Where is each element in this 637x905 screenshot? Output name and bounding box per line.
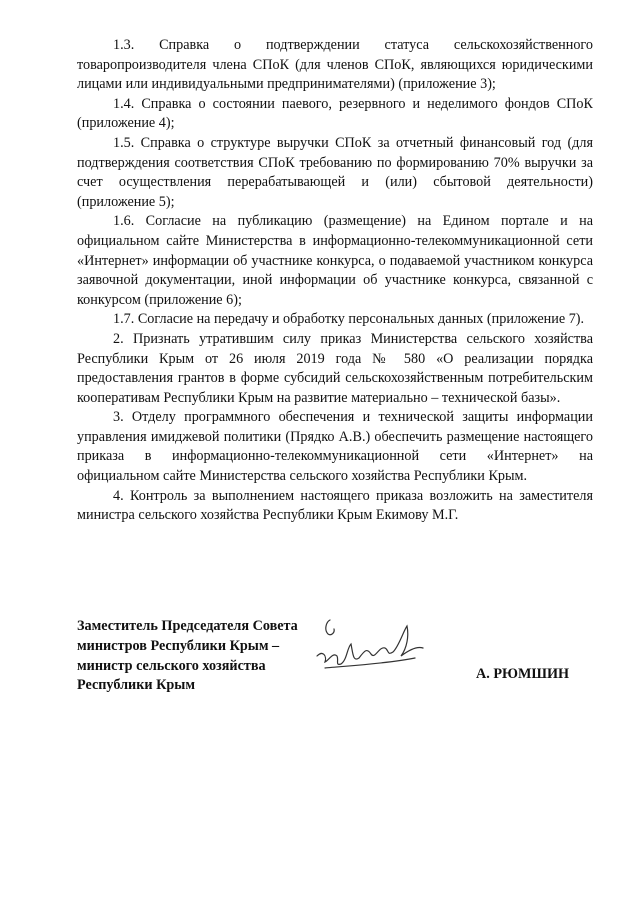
paragraph-1-6: 1.6. Согласие на публикацию (размещение) на Едином портале и на официальном сайте Министерства в информационно-телекоммуникационной сети «Интернет» информации об участнике конкурса, о подаваемой участником конкурса заявочной документации, иной информации об участнике конкурса, связанной с конкурсом (приложение 6); [77,213,593,308]
signatory-title-line: министр сельского хозяйства [77,657,266,674]
document-body [77,36,593,526]
paragraph-1-5: 1.5. Справка о структуре выручки СПоК за отчетный финансовый год (для подтверждения соответствия СПоК требованию по формированию 70% выручки за счет осуществления перерабатывающей и (или) сбытовой деятельности) (приложение 5); [77,134,593,210]
paragraph-1-3: 1.3. Справка о подтверждении статуса сельскохозяйственного товаропроизводителя члена СПоК (для членов СПоК, являющихся юридическими лицами или индивидуальными предпринимателями) (приложение 3); [77,37,593,93]
paragraph-2: 2. Признать утратившим силу приказ Министерства сельского хозяйства Республики Крым от 26 июля 2019 года № 580 «О реализации порядка предоставления грантов в форме субсидий сельскохозяйственным потребительским кооперативам Республики Крым на развитие материально – технической базы». [77,330,593,406]
paragraph-3: 3. Отделу программного обеспечения и технической защиты информации управления имиджевой политики (Прядко А.В.) обеспечить размещение настоящего приказа в информационно-телекоммуникационной сети «Интернет» на официальном сайте Министерства сельского хозяйства Республики Крым. [77,409,593,485]
paragraph-1-7: 1.7. Согласие на передачу и обработку персональных данных (приложение 7). [113,311,585,328]
signatory-title [77,617,327,696]
signatory-name: А. РЮМШИН [476,666,570,682]
signatory-title-line: Заместитель Председателя Совета [77,618,298,634]
handwritten-signature [305,612,455,692]
paragraph-4: 4. Контроль за выполнением настоящего приказа возложить на заместителя министра сельского хозяйства Республики Крым Екимову М.Г. [77,487,593,524]
signatory-title-line: Республики Крым [77,677,196,694]
signatory-title-line: министров Республики Крым – [77,637,280,654]
paragraph-1-4: 1.4. Справка о состоянии паевого, резервного и неделимого фондов СПоК (приложение 4); [77,95,593,132]
